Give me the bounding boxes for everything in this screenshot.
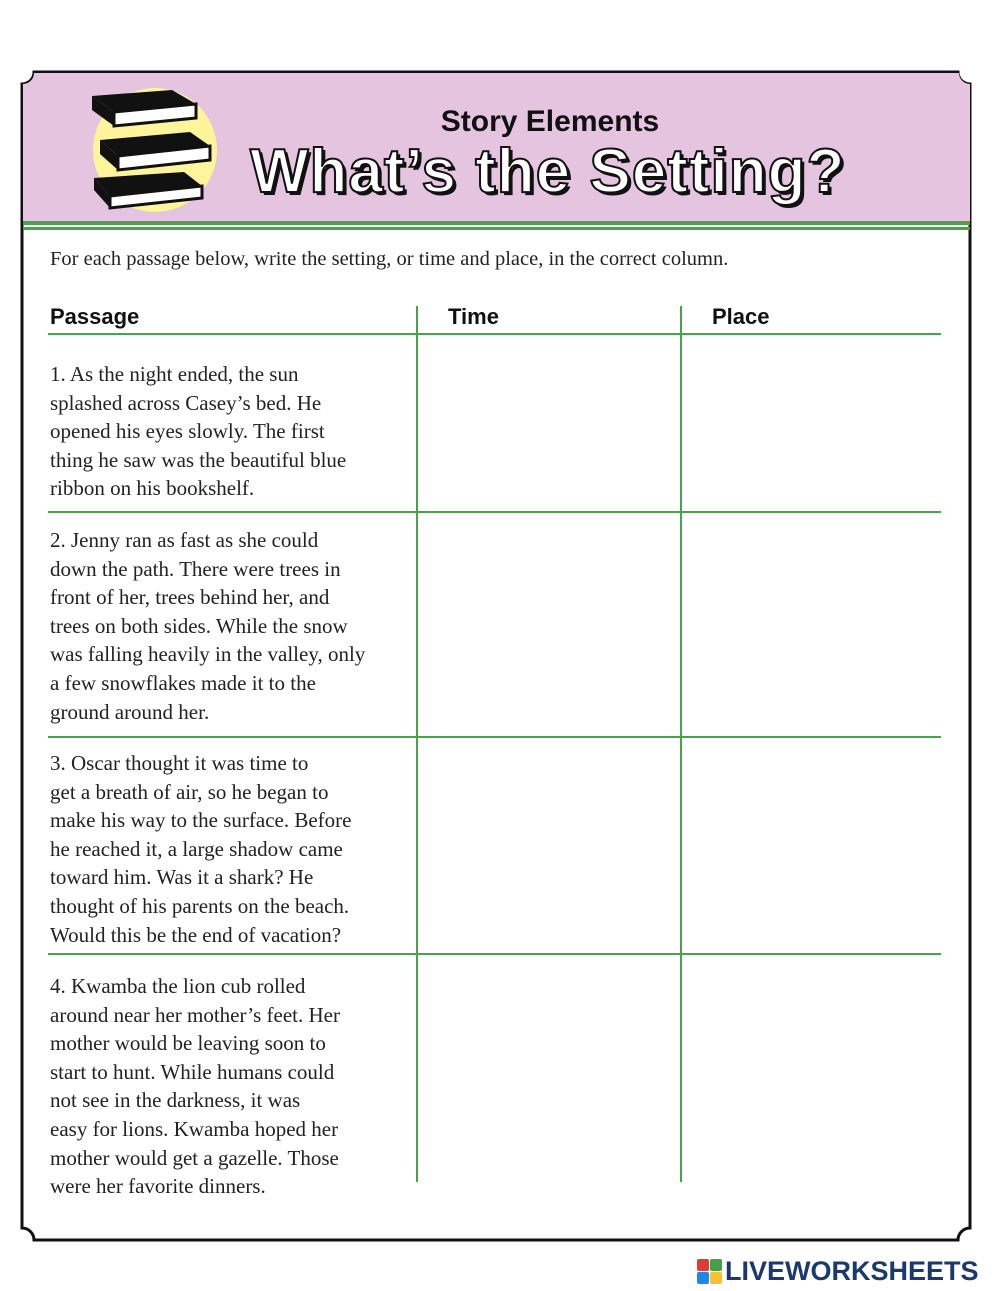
answer-cell-place-4[interactable] xyxy=(684,957,940,1181)
passage-line: a few snowflakes made it to the xyxy=(50,670,316,695)
passage-line: not see in the darkness, it was xyxy=(50,1088,301,1113)
passage-line: ribbon on his bookshelf. xyxy=(50,476,255,501)
worksheet-title: What’s the Setting? xyxy=(250,137,846,206)
passage-line: down the path. There were trees in xyxy=(50,556,341,581)
passage-line: 4. Kwamba the lion cub rolled xyxy=(50,974,306,998)
row-divider xyxy=(48,953,941,955)
passage-3 xyxy=(50,749,410,949)
worksheet-subtitle: Story Elements xyxy=(440,105,660,138)
passage-line: trees on both sides. While the snow xyxy=(50,613,348,638)
passage-line: mother would be leaving soon to xyxy=(50,1031,326,1056)
passage-line: thing he saw was the beautiful blue xyxy=(50,447,347,472)
column-divider xyxy=(416,306,418,1182)
passage-line: he reached it, a large shadow came xyxy=(50,836,343,861)
passage-line: thought of his parents on the beach. xyxy=(50,893,350,918)
passage-line: make his way to the surface. Before xyxy=(50,808,352,833)
passage-line: were her favorite dinners. xyxy=(50,1174,266,1199)
passage-line: 2. Jenny ran as fast as she could xyxy=(50,528,319,552)
passage-line: was falling heavily in the valley, only xyxy=(50,642,366,667)
answer-cell-place-2[interactable] xyxy=(684,515,940,734)
passage-line: front of her, trees behind her, and xyxy=(50,585,330,610)
column-divider xyxy=(680,306,682,1182)
liveworksheets-logo-icon xyxy=(697,1259,723,1285)
table-header-divider xyxy=(48,333,941,335)
answer-cell-place-1[interactable] xyxy=(684,337,940,509)
passage-line: get a breath of air, so he began to xyxy=(50,779,329,804)
passage-2 xyxy=(50,526,410,726)
answer-cell-time-2[interactable] xyxy=(420,515,678,734)
liveworksheets-brand[interactable] xyxy=(697,1256,997,1286)
row-divider xyxy=(48,736,941,738)
passage-line: easy for lions. Kwamba hoped her xyxy=(50,1116,339,1141)
row-divider xyxy=(48,511,941,513)
answer-cell-time-1[interactable] xyxy=(420,337,678,509)
answer-cell-place-3[interactable] xyxy=(684,740,940,951)
column-header-time: Time xyxy=(448,304,499,329)
stack-of-books-icon xyxy=(80,80,240,220)
passage-line: Would this be the end of vacation? xyxy=(50,922,342,947)
passage-line: opened his eyes slowly. The first xyxy=(50,419,325,444)
passage-line: mother would get a gazelle. Those xyxy=(50,1145,339,1170)
instructions-text: For each passage below, write the setting, or time and place, in the correct column. xyxy=(50,248,729,270)
passage-line: toward him. Was it a shark? He xyxy=(50,865,314,890)
passage-line: ground around her. xyxy=(50,699,210,724)
passage-line: 3. Oscar thought it was time to xyxy=(50,751,309,775)
passage-line: splashed across Casey’s bed. He xyxy=(50,390,322,415)
passage-line: start to hunt. While humans could xyxy=(50,1059,335,1084)
brand-name: LIVEWORKSHEETS xyxy=(725,1256,979,1286)
passage-line: 1. As the night ended, the sun xyxy=(50,362,299,386)
passage-4 xyxy=(50,972,410,1201)
column-header-passage: Passage xyxy=(50,304,140,329)
column-header-place: Place xyxy=(712,304,770,329)
answer-cell-time-4[interactable] xyxy=(420,957,678,1181)
passage-line: around near her mother’s feet. Her xyxy=(50,1002,340,1027)
header-underline xyxy=(23,227,970,230)
passage-1 xyxy=(50,360,410,503)
answer-cell-time-3[interactable] xyxy=(420,740,678,951)
